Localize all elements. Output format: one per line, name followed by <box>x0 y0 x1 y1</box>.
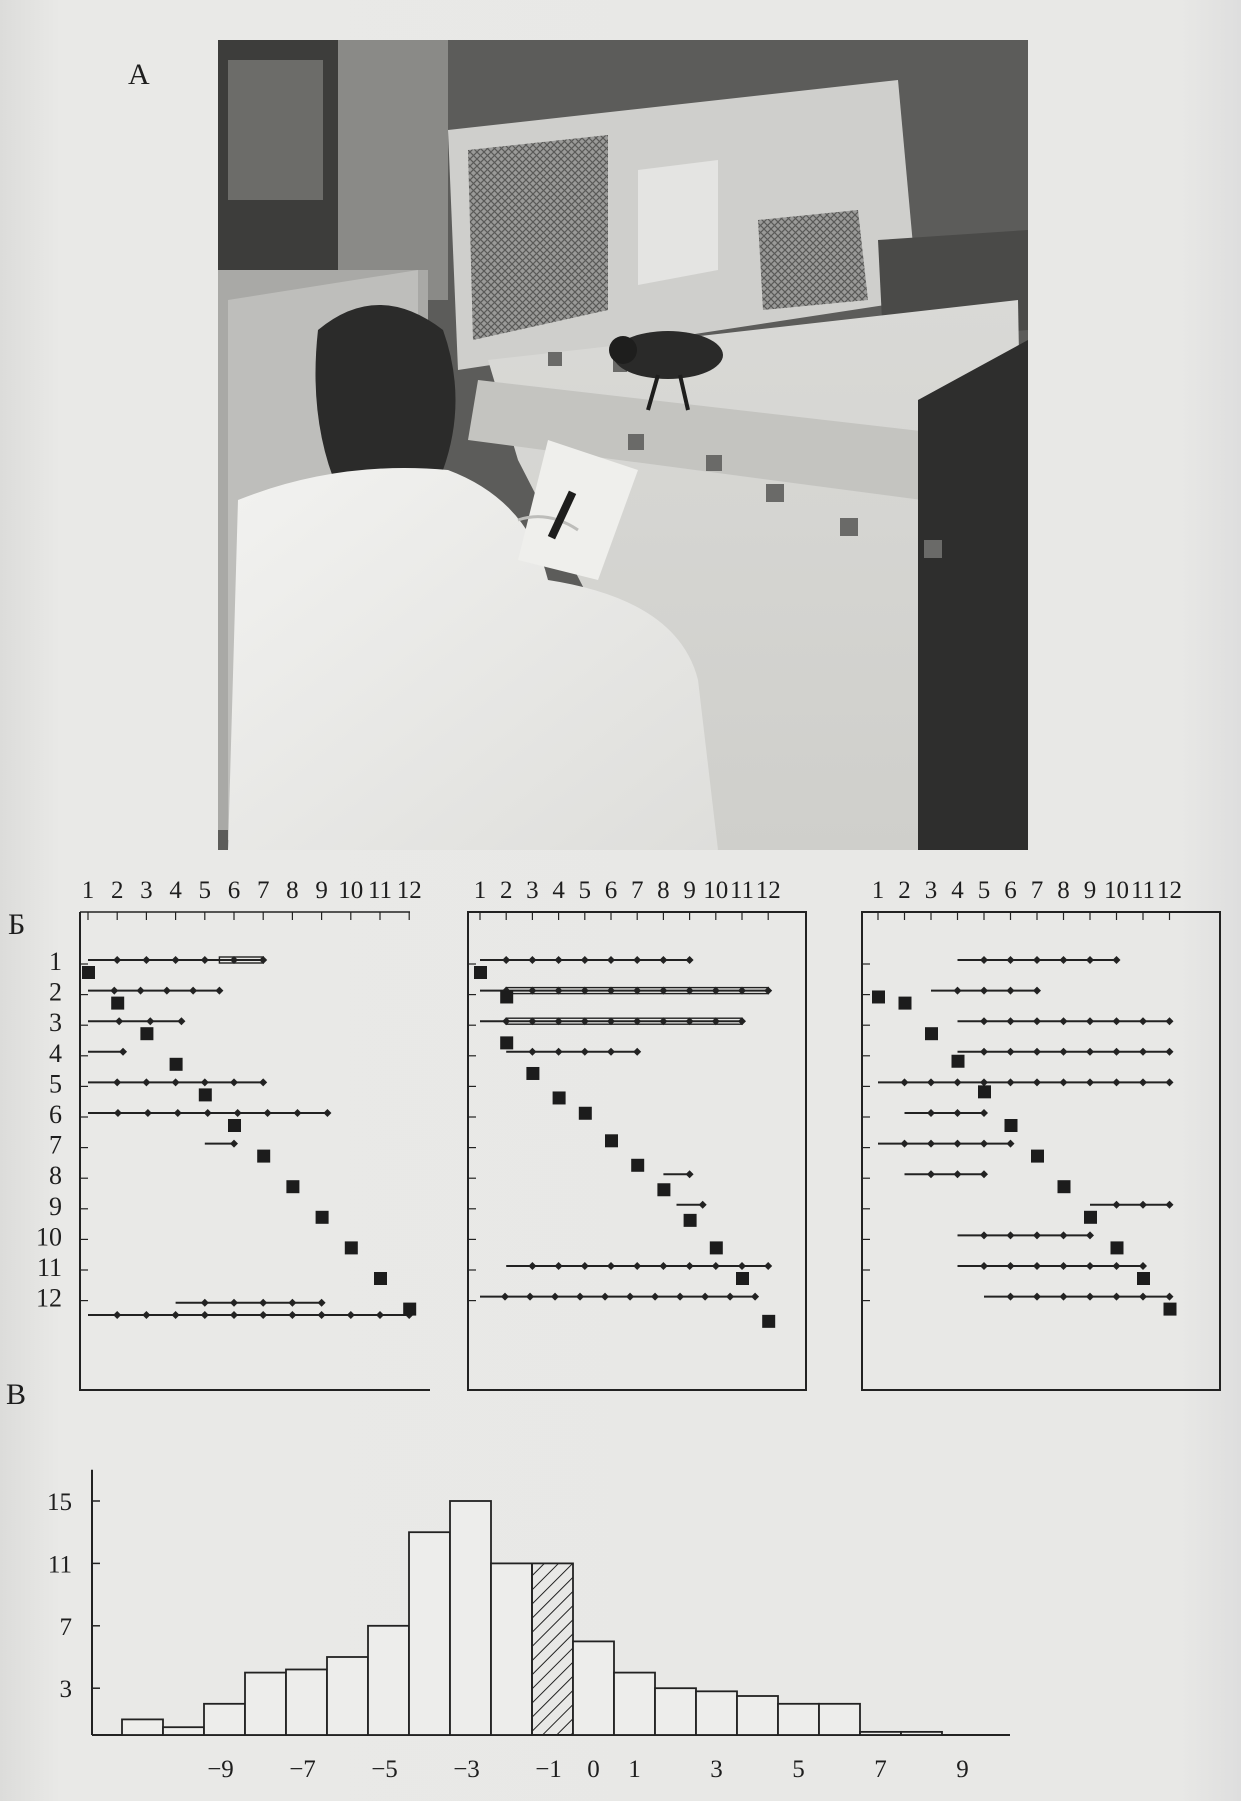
target-square <box>1137 1272 1150 1285</box>
trajectory-dot <box>1166 1293 1174 1301</box>
trajectory-dot <box>318 1311 326 1319</box>
trajectory-dot <box>980 1140 988 1148</box>
x-tick-label: 7 <box>874 1756 887 1783</box>
bar <box>327 1657 368 1735</box>
bar <box>245 1673 286 1735</box>
top-tick-label: 6 <box>227 877 241 904</box>
trajectory-dot <box>1139 1048 1147 1056</box>
top-tick-label: 7 <box>256 877 270 904</box>
top-tick-label: 4 <box>552 877 565 904</box>
trajectory-dot <box>980 987 988 995</box>
top-tick-label: 5 <box>977 877 991 904</box>
top-tick-label: 9 <box>683 877 696 904</box>
trajectory-dot <box>659 956 667 964</box>
trajectory-dot <box>323 1109 331 1117</box>
top-tick-label: 3 <box>526 877 539 904</box>
trajectory-dot <box>215 987 223 995</box>
trajectory-dot <box>259 1311 267 1319</box>
trajectory-dot <box>288 1299 296 1307</box>
trajectory-dot <box>1060 956 1068 964</box>
trajectory-dot <box>142 956 150 964</box>
x-tick-label: −7 <box>289 1756 316 1783</box>
trajectory-dot <box>1007 1048 1015 1056</box>
trajectory-dot <box>1113 1293 1121 1301</box>
trajectory-dot <box>712 1262 720 1270</box>
top-tick-label: 1 <box>473 877 487 904</box>
y-tick-label: 7 <box>59 1613 72 1641</box>
trajectory-dot <box>201 1311 209 1319</box>
trajectory-dot <box>607 1262 615 1270</box>
top-tick-label: 8 <box>657 877 670 904</box>
top-tick-label: 2 <box>110 877 124 904</box>
trajectory-dot <box>347 1311 355 1319</box>
bar <box>614 1673 655 1735</box>
chart-bird-1 <box>80 877 430 1390</box>
trajectory-dot <box>581 1262 589 1270</box>
trajectory-dot <box>607 1048 615 1056</box>
row-label: 4 <box>49 1038 62 1068</box>
trajectory-dot <box>115 1017 123 1025</box>
target-square <box>82 966 95 979</box>
row-label: 3 <box>49 1008 62 1038</box>
target-square <box>1005 1119 1018 1132</box>
target-square <box>899 997 912 1010</box>
target-square <box>872 990 885 1003</box>
trajectory-dot <box>954 1078 962 1086</box>
target-square <box>710 1241 723 1254</box>
trajectory-dot <box>1113 1017 1121 1025</box>
target-square <box>657 1183 670 1196</box>
trajectory-dot <box>1113 1201 1121 1209</box>
bar <box>491 1563 532 1735</box>
trajectory-dot <box>259 1078 267 1086</box>
trajectory-dot <box>954 987 962 995</box>
trajectory-dot <box>204 1109 212 1117</box>
trajectory-dot <box>1060 1078 1068 1086</box>
row-label: 6 <box>49 1100 62 1129</box>
trajectory-dot <box>901 1078 909 1086</box>
trajectory-dot <box>201 956 209 964</box>
row-label: 1 <box>49 947 62 976</box>
trajectory-dot <box>1060 1017 1068 1025</box>
bar <box>409 1532 450 1735</box>
trajectory-dot <box>633 1262 641 1270</box>
trajectory-dot <box>751 1293 759 1301</box>
trajectory-dot <box>113 956 121 964</box>
target-square <box>553 1091 566 1104</box>
top-tick-label: 9 <box>1083 877 1097 904</box>
row-label: 5 <box>49 1069 62 1099</box>
row-label: 12 <box>36 1283 62 1313</box>
top-tick-label: 11 <box>367 877 393 904</box>
trajectory-dot <box>607 956 615 964</box>
trajectory-dot <box>954 1140 962 1148</box>
trajectory-dot <box>927 1078 935 1086</box>
target-square <box>526 1067 539 1080</box>
top-tick-label: 7 <box>1030 877 1044 904</box>
trajectory-dot <box>234 1109 242 1117</box>
trajectory-dot <box>189 987 197 995</box>
top-tick-label: 10 <box>703 877 729 904</box>
target-square <box>736 1272 749 1285</box>
top-tick-label: 2 <box>898 877 911 904</box>
trajectory-dot <box>1113 1262 1121 1270</box>
trajectory-dot <box>980 1231 988 1239</box>
trajectory-dot <box>601 1293 609 1301</box>
trajectory-dot <box>1007 1262 1015 1270</box>
trajectory-dot <box>980 1078 988 1086</box>
trajectory-dot <box>659 1262 667 1270</box>
target-square <box>1084 1211 1097 1224</box>
trajectory-dot <box>1060 1262 1068 1270</box>
row-label: 7 <box>49 1130 62 1160</box>
trajectory-dot <box>526 1293 534 1301</box>
photograph <box>218 40 1028 850</box>
trajectory-dot <box>581 956 589 964</box>
trajectory-dot <box>142 1311 150 1319</box>
trajectory-dot <box>980 1170 988 1178</box>
x-tick-label: 0 <box>587 1756 600 1783</box>
trajectory-dot <box>555 956 563 964</box>
top-tick-label: 4 <box>169 877 182 904</box>
trajectory-dot <box>1060 1293 1068 1301</box>
bar <box>737 1696 778 1735</box>
trajectory-dot <box>1007 987 1015 995</box>
trajectory-dot <box>927 1109 935 1117</box>
top-tick-label: 6 <box>604 877 618 904</box>
top-tick-label: 7 <box>630 877 644 904</box>
top-tick-label: 2 <box>499 877 513 904</box>
x-tick-label: −9 <box>207 1756 234 1783</box>
chart-frame <box>80 912 430 1390</box>
target-square <box>170 1058 183 1071</box>
trajectory-dot <box>528 1262 536 1270</box>
target-square <box>257 1150 270 1163</box>
top-tick-label: 3 <box>924 877 938 904</box>
trajectory-dot <box>1086 956 1094 964</box>
top-tick-label: 1 <box>871 877 885 904</box>
top-tick-label: 11 <box>1130 877 1156 904</box>
target-square <box>1164 1303 1177 1316</box>
trajectory-charts <box>0 870 1241 1400</box>
trajectory-dot <box>318 1299 326 1307</box>
target-square <box>345 1241 358 1254</box>
trajectory-dot <box>1139 1017 1147 1025</box>
bar <box>450 1501 491 1735</box>
row-label: 10 <box>36 1222 62 1252</box>
trajectory-dot <box>1113 1048 1121 1056</box>
trajectory-dot <box>1086 1078 1094 1086</box>
target-square <box>199 1088 212 1101</box>
target-square <box>374 1272 387 1285</box>
trajectory-dot <box>1033 1048 1041 1056</box>
trajectory-dot <box>1007 1140 1015 1148</box>
trajectory-dot <box>1166 1017 1174 1025</box>
trajectory-dot <box>376 1311 384 1319</box>
trajectory-dot <box>172 1078 180 1086</box>
target-square <box>978 1085 991 1098</box>
x-tick-label: −1 <box>535 1756 562 1783</box>
target-square <box>500 990 513 1003</box>
label-a: А <box>128 58 150 91</box>
top-tick-label: 12 <box>396 877 422 904</box>
target-square <box>925 1027 938 1040</box>
trajectory-dot <box>980 1017 988 1025</box>
trajectory-dot <box>1007 956 1015 964</box>
trajectory-dot <box>264 1109 272 1117</box>
trajectory-dot <box>980 1048 988 1056</box>
trajectory-dot <box>633 1048 641 1056</box>
trajectory-dot <box>676 1293 684 1301</box>
trajectory-dot <box>633 956 641 964</box>
trajectory-dot <box>726 1293 734 1301</box>
x-tick-label: 9 <box>956 1756 969 1783</box>
trajectory-dot <box>1166 1078 1174 1086</box>
trajectory-dot <box>1033 1293 1041 1301</box>
target-square <box>1031 1150 1044 1163</box>
trajectory-dot <box>551 1293 559 1301</box>
trajectory-dot <box>927 1170 935 1178</box>
bar <box>860 1732 901 1735</box>
y-tick-label: 15 <box>47 1489 72 1516</box>
trajectory-dot <box>142 1078 150 1086</box>
trajectory-dot <box>1139 1078 1147 1086</box>
trajectory-dot <box>980 1262 988 1270</box>
trajectory-dot <box>1060 1231 1068 1239</box>
top-tick-label: 10 <box>1104 877 1129 904</box>
bar <box>163 1727 204 1735</box>
trajectory-dot <box>764 1262 772 1270</box>
trajectory-dot <box>230 1311 238 1319</box>
trajectory-dot <box>528 956 536 964</box>
trajectory-dot <box>651 1293 659 1301</box>
trajectory-dot <box>1086 1262 1094 1270</box>
trajectory-dot <box>294 1109 302 1117</box>
label-b: Б <box>8 908 26 941</box>
x-tick-label: 3 <box>710 1756 723 1783</box>
bar <box>819 1704 860 1735</box>
trajectory-dot <box>1033 1017 1041 1025</box>
top-tick-label: 8 <box>1057 877 1070 904</box>
target-square <box>952 1055 965 1068</box>
target-square <box>403 1303 416 1316</box>
trajectory-dot <box>626 1293 634 1301</box>
trajectory-dot <box>581 1048 589 1056</box>
trajectory-dot <box>502 956 510 964</box>
target-square <box>605 1134 618 1147</box>
bar <box>655 1688 696 1735</box>
bar <box>204 1704 245 1735</box>
top-tick-label: 5 <box>578 877 592 904</box>
target-square <box>579 1107 592 1120</box>
top-tick-label: 1 <box>81 877 95 904</box>
bar <box>778 1704 819 1735</box>
trajectory-dot <box>113 1311 121 1319</box>
target-square <box>286 1180 299 1193</box>
trajectory-dot <box>110 987 118 995</box>
trajectory-dot <box>1033 1078 1041 1086</box>
trajectory-dot <box>1139 1201 1147 1209</box>
trajectory-dot <box>555 1048 563 1056</box>
bar <box>696 1691 737 1735</box>
trajectory-dot <box>954 1109 962 1117</box>
chart-frame <box>468 912 806 1390</box>
trajectory-dot <box>288 1311 296 1319</box>
trajectory-dot <box>1139 1293 1147 1301</box>
bar <box>368 1626 409 1735</box>
trajectory-dot <box>1166 1201 1174 1209</box>
trajectory-dot <box>701 1293 709 1301</box>
y-tick-label: 11 <box>47 1551 72 1579</box>
trajectory-dot <box>1113 956 1121 964</box>
x-tick-label: −5 <box>371 1756 398 1783</box>
trajectory-dot <box>201 1299 209 1307</box>
trajectory-dot <box>927 1140 935 1148</box>
top-tick-label: 4 <box>951 877 964 904</box>
bar <box>286 1669 327 1735</box>
trajectory-dot <box>1007 1078 1015 1086</box>
label-v: В <box>6 1378 27 1411</box>
trajectory-dot <box>1007 1293 1015 1301</box>
trajectory-dot <box>146 1017 154 1025</box>
trajectory-dot <box>230 1299 238 1307</box>
row-label: 2 <box>49 977 62 1007</box>
top-tick-label: 11 <box>729 877 755 904</box>
top-tick-label: 12 <box>755 877 781 904</box>
target-square <box>1058 1180 1071 1193</box>
target-square <box>684 1214 697 1227</box>
trajectory-dot <box>114 1109 122 1117</box>
trajectory-dot <box>738 1262 746 1270</box>
target-square <box>111 997 124 1010</box>
row-label: 9 <box>49 1191 62 1221</box>
trajectory-dot <box>1033 1231 1041 1239</box>
trajectory-dot <box>501 1293 509 1301</box>
target-square <box>762 1315 775 1328</box>
top-tick-label: 12 <box>1157 877 1182 904</box>
histogram <box>0 1400 1241 1801</box>
trajectory-dot <box>1166 1048 1174 1056</box>
top-tick-label: 10 <box>338 877 364 904</box>
trajectory-dot <box>954 1170 962 1178</box>
top-tick-label: 3 <box>140 877 153 904</box>
trajectory-dot <box>163 987 171 995</box>
target-square <box>500 1036 513 1049</box>
target-square <box>316 1211 329 1224</box>
trajectory-dot <box>1086 1231 1094 1239</box>
trajectory-dot <box>137 987 145 995</box>
top-tick-label: 9 <box>315 877 328 904</box>
target-square <box>474 966 487 979</box>
trajectory-dot <box>699 1201 707 1209</box>
target-square <box>228 1119 241 1132</box>
trajectory-dot <box>901 1140 909 1148</box>
trajectory-dot <box>201 1078 209 1086</box>
trajectory-dot <box>555 1262 563 1270</box>
trajectory-dot <box>172 956 180 964</box>
trajectory-dot <box>119 1048 127 1056</box>
chart-bird-2 <box>468 877 806 1390</box>
trajectory-dot <box>686 1262 694 1270</box>
target-square <box>631 1159 644 1172</box>
trajectory-dot <box>177 1017 185 1025</box>
bar <box>573 1641 614 1735</box>
trajectory-dot <box>1033 987 1041 995</box>
x-tick-label: 1 <box>628 1756 641 1783</box>
trajectory-dot <box>1086 1048 1094 1056</box>
trajectory-dot <box>259 1299 267 1307</box>
trajectory-dot <box>980 956 988 964</box>
trajectory-dot <box>1007 1017 1015 1025</box>
trajectory-dot <box>1060 1048 1068 1056</box>
trajectory-dot <box>1113 1078 1121 1086</box>
trajectory-dot <box>174 1109 182 1117</box>
trajectory-dot <box>528 1048 536 1056</box>
trajectory-dot <box>576 1293 584 1301</box>
top-tick-label: 8 <box>286 877 299 904</box>
row-label: 8 <box>49 1161 62 1191</box>
bar <box>901 1732 942 1735</box>
top-tick-label: 5 <box>198 877 212 904</box>
trajectory-dot <box>980 1109 988 1117</box>
target-square <box>140 1027 153 1040</box>
trajectory-dot <box>1033 1262 1041 1270</box>
row-label: 11 <box>36 1253 62 1282</box>
trajectory-dot <box>1007 1231 1015 1239</box>
x-tick-label: 5 <box>792 1756 805 1783</box>
trajectory-dot <box>1033 956 1041 964</box>
trajectory-dot <box>1086 1017 1094 1025</box>
y-tick-label: 3 <box>59 1676 72 1704</box>
trajectory-dot <box>686 1170 694 1178</box>
trajectory-dot <box>1139 1262 1147 1270</box>
trajectory-dot <box>230 1140 238 1148</box>
chart-bird-3 <box>862 877 1220 1390</box>
x-tick-label: −3 <box>453 1756 480 1783</box>
target-square <box>1111 1241 1124 1254</box>
trajectory-dot <box>144 1109 152 1117</box>
trajectory-dot <box>1086 1293 1094 1301</box>
top-tick-label: 6 <box>1004 877 1017 904</box>
trajectory-dot <box>172 1311 180 1319</box>
trajectory-dot <box>686 956 694 964</box>
trajectory-dot <box>230 1078 238 1086</box>
bar <box>122 1719 163 1735</box>
trajectory-dot <box>113 1078 121 1086</box>
bar-hatched <box>532 1563 573 1735</box>
